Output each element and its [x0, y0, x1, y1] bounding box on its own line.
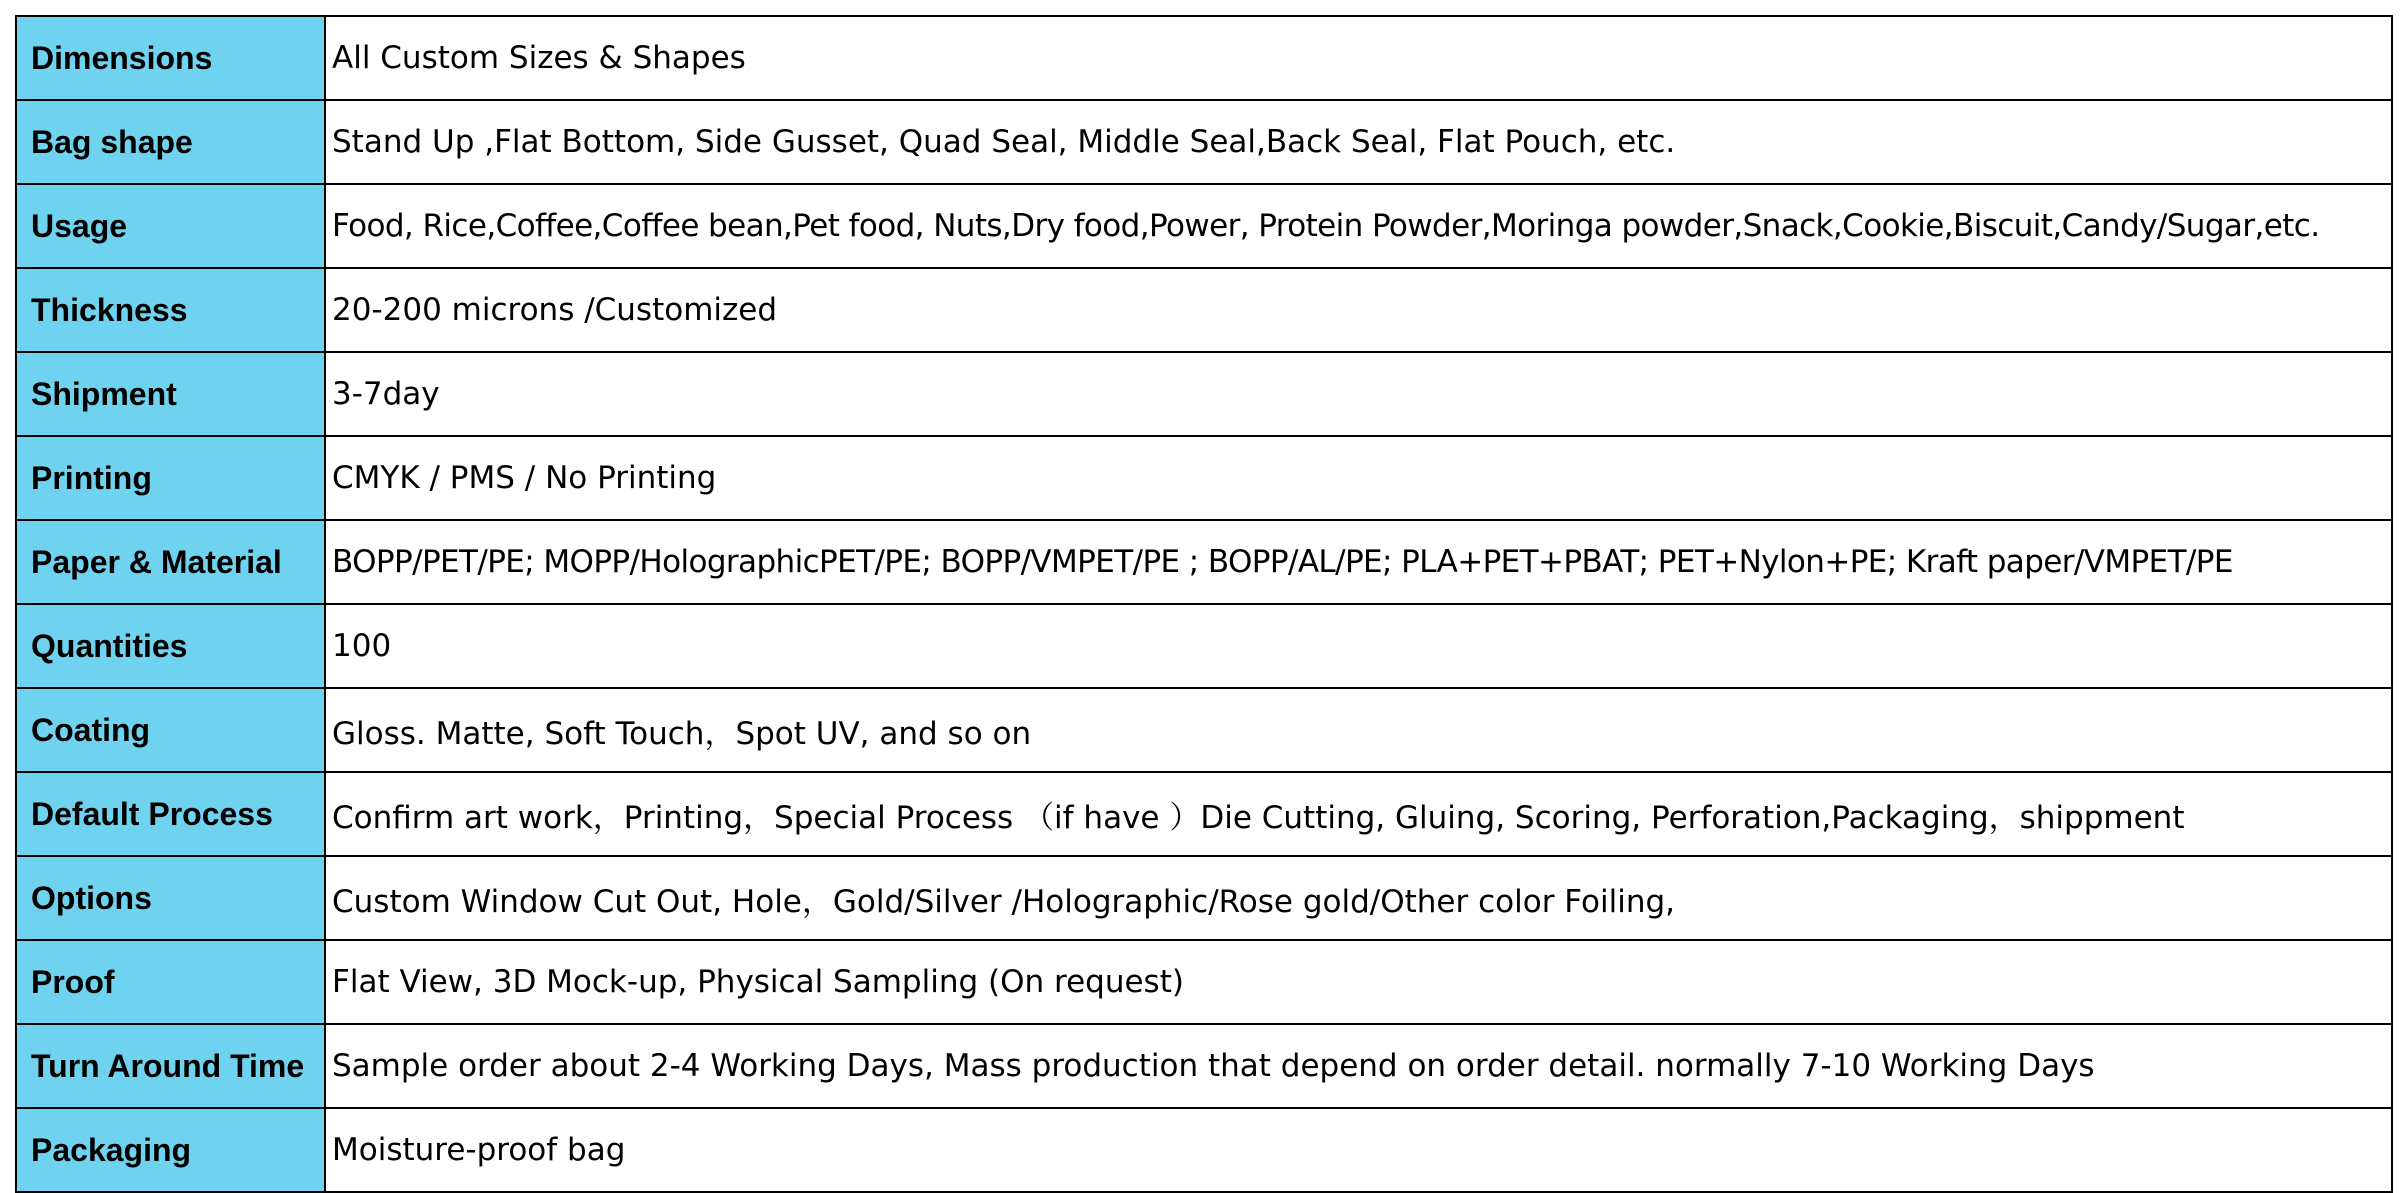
- row-value: 20-200 microns /Customized: [325, 268, 2392, 352]
- table-row: [16, 100, 2392, 184]
- row-value: All Custom Sizes & Shapes: [325, 16, 2392, 100]
- row-label: Options: [16, 856, 325, 940]
- row-label: Thickness: [16, 268, 325, 352]
- table-row: [16, 772, 2392, 856]
- row-value: Moisture-proof bag: [325, 1108, 2392, 1192]
- row-label: Bag shape: [16, 100, 325, 184]
- row-value: Custom Window Cut Out, Hole，Gold/Silver /Holographic/Rose gold/Other color Foiling,: [325, 856, 2392, 940]
- row-value: Confirm art work，Printing，Special Process （if have ）Die Cutting, Gluing, Scoring, Perforation,Packaging，shippment: [325, 772, 2392, 856]
- row-value: Gloss. Matte, Soft Touch，Spot UV, and so on: [325, 688, 2392, 772]
- table-row: [16, 688, 2392, 772]
- row-label: Paper & Material: [16, 520, 325, 604]
- table-row: [16, 436, 2392, 520]
- table-row: [16, 16, 2392, 100]
- row-label: Packaging: [16, 1108, 325, 1192]
- table-row: [16, 940, 2392, 1024]
- row-label: Quantities: [16, 604, 325, 688]
- row-label: Usage: [16, 184, 325, 268]
- row-value: Sample order about 2-4 Working Days, Mass production that depend on order detail. normally 7-10 Working Days: [325, 1024, 2392, 1108]
- table-row: [16, 856, 2392, 940]
- row-label: Proof: [16, 940, 325, 1024]
- row-label: Default Process: [16, 772, 325, 856]
- row-value: Stand Up ,Flat Bottom, Side Gusset, Quad Seal, Middle Seal,Back Seal, Flat Pouch, etc.: [325, 100, 2392, 184]
- product-spec-table: [15, 15, 2393, 1193]
- row-label: Dimensions: [16, 16, 325, 100]
- row-label: Turn Around Time: [16, 1024, 325, 1108]
- row-label: Printing: [16, 436, 325, 520]
- table-row: [16, 1108, 2392, 1192]
- row-value: BOPP/PET/PE; MOPP/HolographicPET/PE; BOPP/VMPET/PE ; BOPP/AL/PE; PLA+PET+PBAT; PET+Nylon+PE; Kraft paper/VMPET/PE: [325, 520, 2392, 604]
- row-label: Coating: [16, 688, 325, 772]
- row-value: CMYK / PMS / No Printing: [325, 436, 2392, 520]
- table-row: [16, 184, 2392, 268]
- table-row: [16, 352, 2392, 436]
- row-value: Flat View, 3D Mock-up, Physical Sampling (On request): [325, 940, 2392, 1024]
- table-row: [16, 520, 2392, 604]
- row-value: Food, Rice,Coffee,Coffee bean,Pet food, Nuts,Dry food,Power, Protein Powder,Moringa powder,Snack,Cookie,Biscuit,Candy/Sugar,etc.: [325, 184, 2392, 268]
- row-label: Shipment: [16, 352, 325, 436]
- table-row: [16, 604, 2392, 688]
- row-value: 100: [325, 604, 2392, 688]
- row-value: 3-7day: [325, 352, 2392, 436]
- table-row: [16, 1024, 2392, 1108]
- table-row: [16, 268, 2392, 352]
